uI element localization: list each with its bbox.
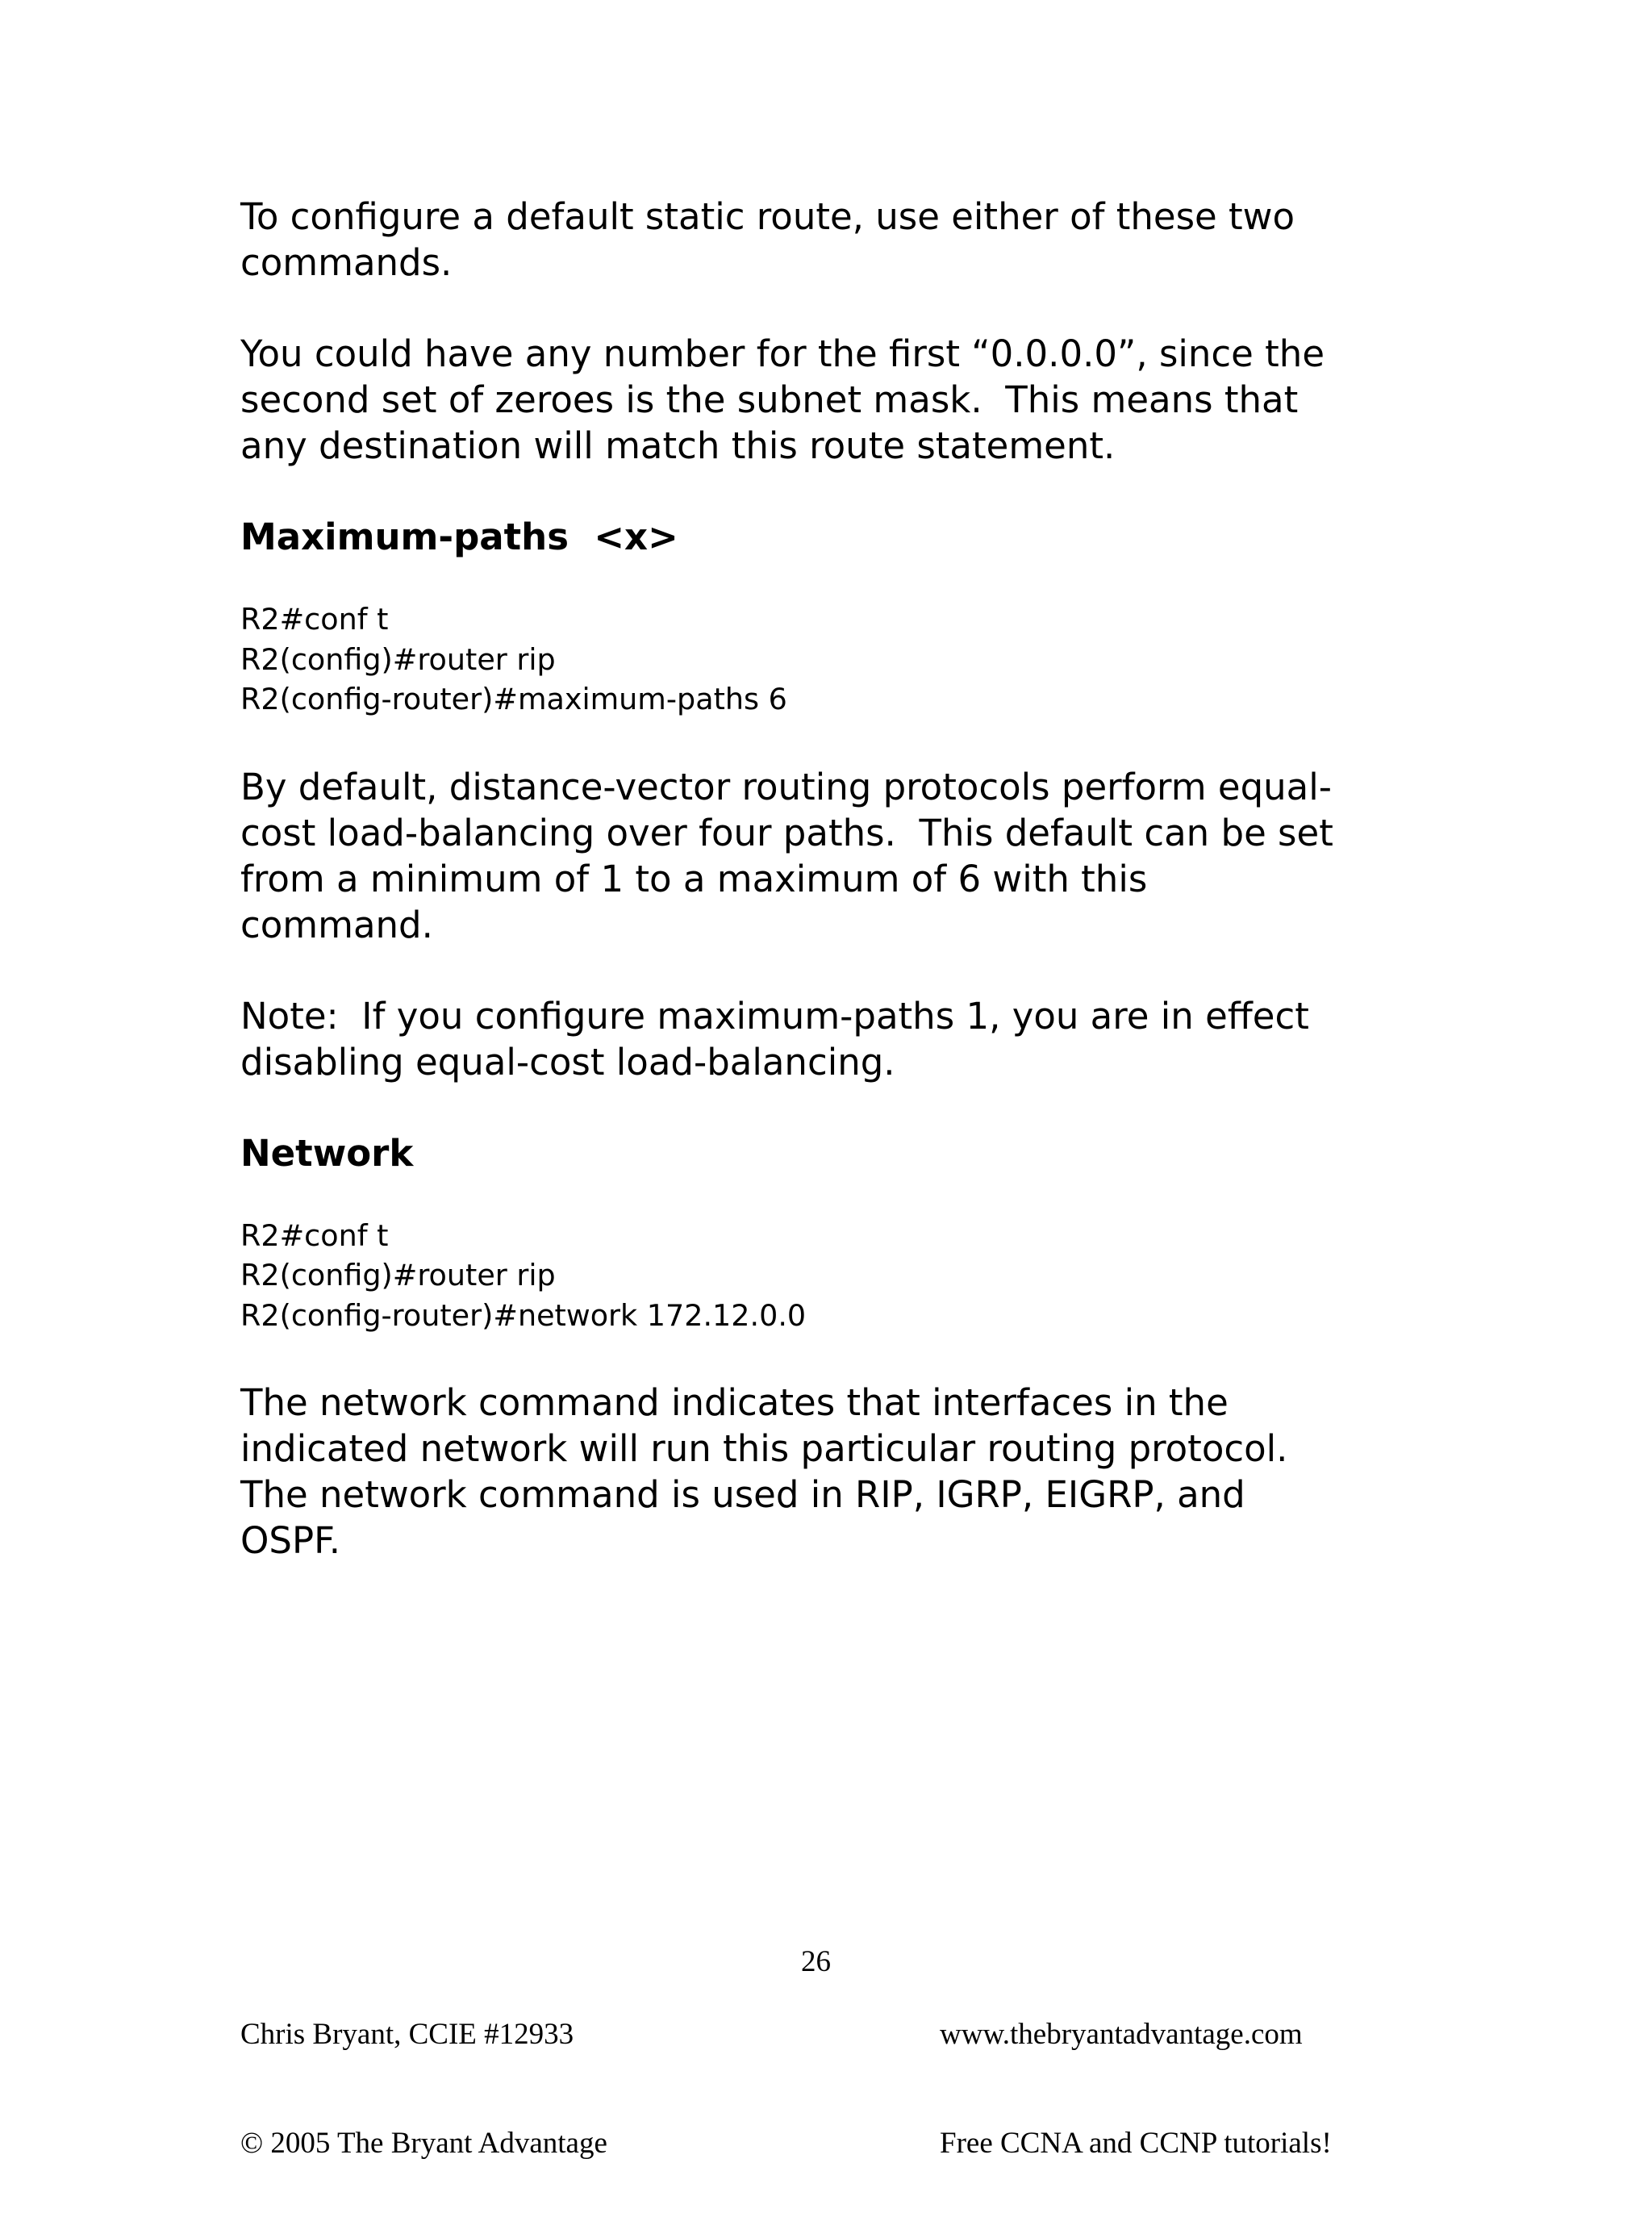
- code-line: R2(config-router)#maximum-paths 6: [240, 682, 787, 716]
- code-line: R2#conf t: [240, 1217, 389, 1253]
- text-line: command.: [240, 903, 433, 946]
- text-line: Note: If you configure maximum-paths 1, you are in effect: [240, 994, 1309, 1038]
- paragraph-network: [240, 1380, 1434, 1564]
- code-line: R2(config-router)#network 172.12.0.0: [240, 1297, 807, 1333]
- footer-tagline: Free CCNA and CCNP tutorials!: [940, 2127, 1332, 2160]
- text-line: OSPF.: [240, 1519, 341, 1562]
- code-line: R2(config)#router rip: [240, 641, 556, 677]
- footer-right: [940, 1944, 1332, 2234]
- code-block-maximum-paths: [240, 599, 1434, 720]
- text-line: any destination will match this route statement.: [240, 424, 1116, 467]
- text-line: The network command is used in RIP, IGRP, EIGRP, and: [240, 1473, 1245, 1516]
- text-line: second set of zeroes is the subnet mask. This means that: [240, 378, 1299, 421]
- text-line: The network command indicates that interfaces in the: [240, 1381, 1229, 1424]
- code-line: R2#conf t: [240, 602, 389, 637]
- code-block-network: [240, 1216, 1434, 1336]
- footer-website: www.thebryantadvantage.com: [940, 2018, 1303, 2051]
- paragraph-zeroes: [240, 331, 1434, 469]
- footer-page-number: 26: [801, 1945, 831, 1978]
- text-line: To configure a default static route, use either of these two: [240, 195, 1295, 238]
- footer-left: [240, 1944, 607, 2234]
- heading-maximum-paths: Maximum-paths <x>: [240, 516, 678, 558]
- paragraph-default-route: [240, 194, 1434, 286]
- page-footer: [240, 1944, 1434, 2160]
- paragraph-note: [240, 993, 1434, 1085]
- text-line: By default, distance-vector routing protocols perform equal-: [240, 765, 1332, 808]
- text-line: You could have any number for the first “0.0.0.0”, since the: [240, 332, 1325, 375]
- heading-network: Network: [240, 1131, 414, 1175]
- code-line: R2(config)#router rip: [240, 1258, 556, 1292]
- footer-copyright: © 2005 The Bryant Advantage: [240, 2127, 607, 2160]
- text-line: disabling equal-cost load-balancing.: [240, 1040, 895, 1084]
- page-body: [240, 194, 1434, 1609]
- paragraph-default-balancing: [240, 764, 1434, 948]
- footer-author: Chris Bryant, CCIE #12933: [240, 2018, 574, 2051]
- text-line: commands.: [240, 241, 453, 284]
- text-line: cost load-balancing over four paths. This default can be set: [240, 811, 1333, 854]
- text-line: from a minimum of 1 to a maximum of 6 with this: [240, 857, 1148, 900]
- text-line: indicated network will run this particular routing protocol.: [240, 1427, 1288, 1470]
